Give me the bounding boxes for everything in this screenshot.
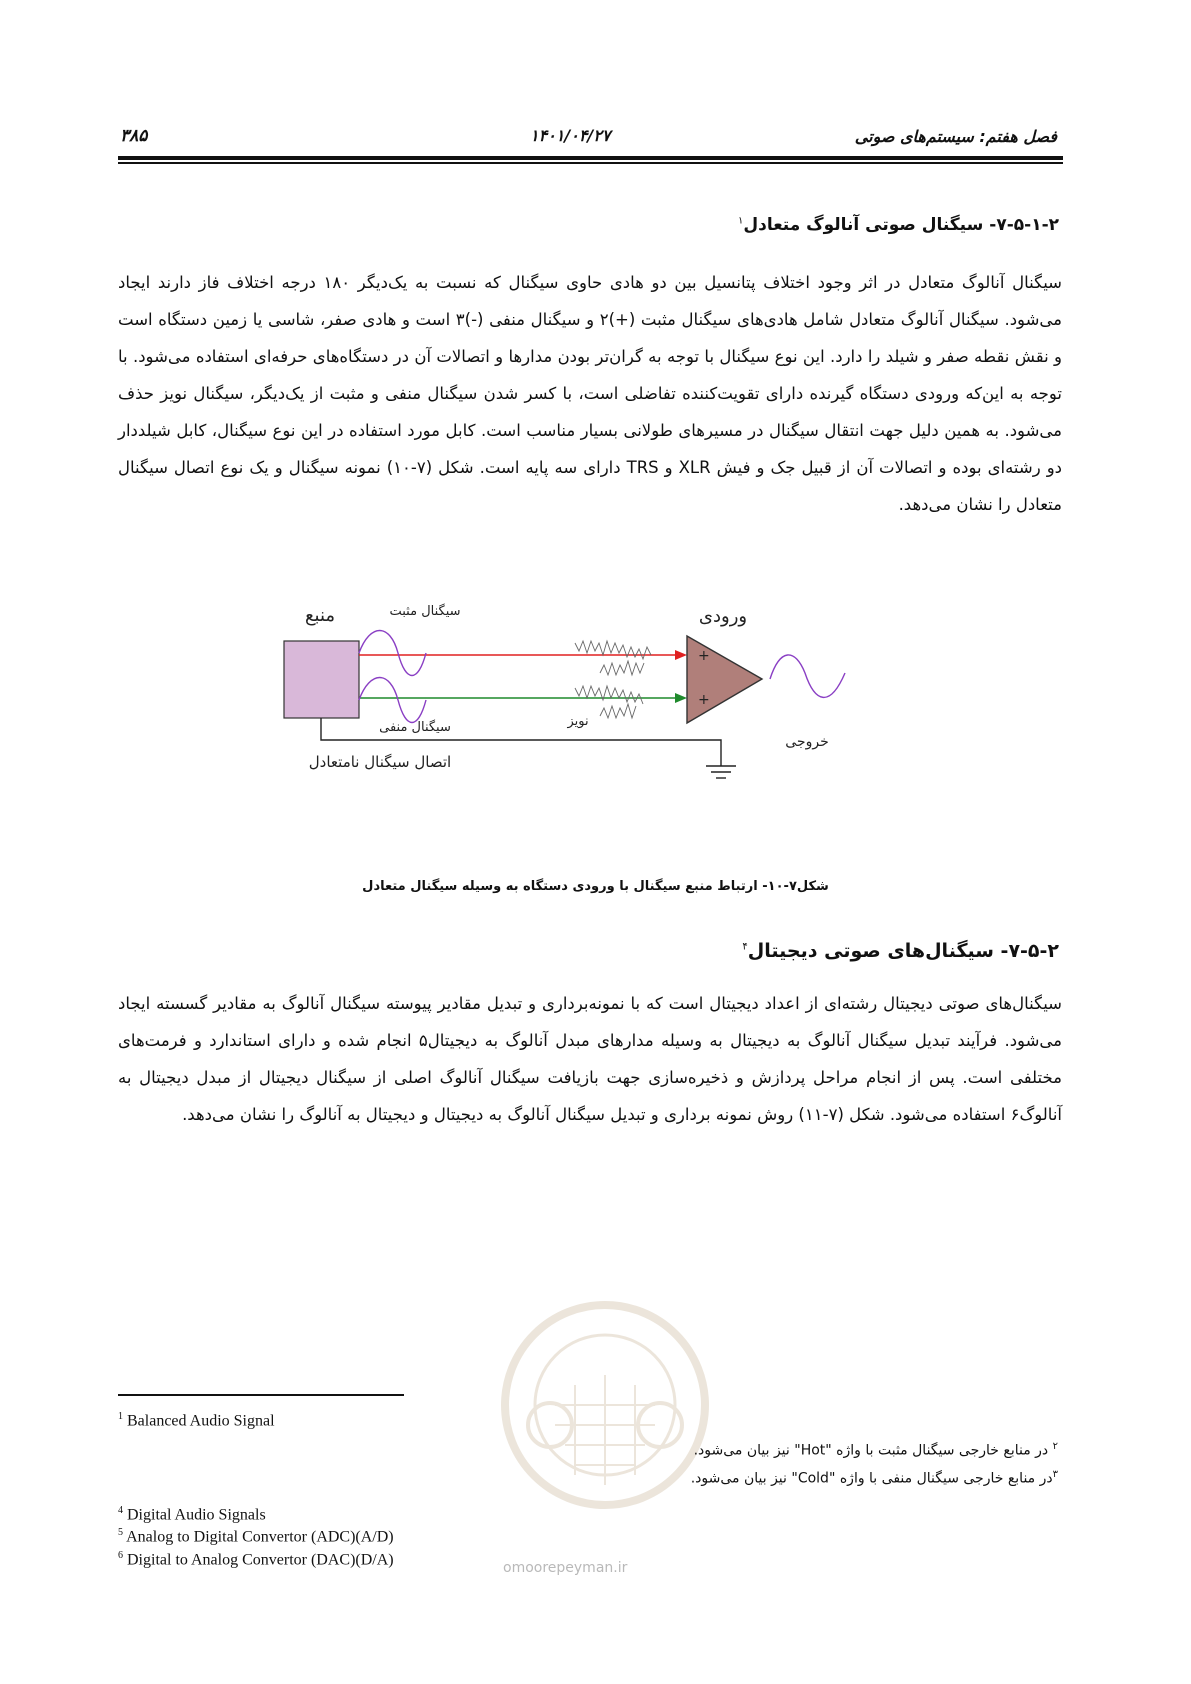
section-heading-balanced [738, 215, 1059, 235]
positive-wave [359, 631, 426, 676]
header-rule-thick [118, 156, 1063, 160]
figure-caption: شکل۷-۱۰- ارتباط منبع سیگنال با ورودی دستگاه به وسیله سیگنال متعادل [362, 879, 829, 894]
footnotes-english-group [118, 1502, 394, 1569]
footnote-number: 6 [118, 1549, 123, 1561]
noise-positive [575, 641, 651, 659]
header-rule-thin [118, 162, 1063, 164]
footnote-text: در منابع خارجی سیگنال مثبت با واژه "Hot" نیز بیان می‌شود. [693, 1442, 1049, 1459]
unbalanced-label: اتصال سیگنال نامتعادل [308, 753, 452, 771]
footnote-6 [118, 1547, 394, 1569]
positive-arrowhead [675, 650, 687, 660]
balanced-signal-diagram [270, 604, 930, 848]
noise-positive-lower [600, 661, 644, 675]
footnote-number: 4 [118, 1505, 123, 1516]
positive-label: سیگنال مثبت [389, 604, 461, 619]
noise-label: نویز [567, 714, 589, 729]
noise-negative [575, 686, 643, 704]
chapter-title: فصل هفتم: سیستم‌های صوتی [854, 127, 1057, 146]
input-label: ورودی [698, 606, 748, 627]
footnote-number: 5 [118, 1527, 123, 1539]
footnote-2 [694, 1441, 1058, 1459]
output-label: خروجی [785, 734, 829, 750]
footnote-text: Digital to Analog Convertor (DAC)(D/A) [127, 1550, 394, 1568]
footnote-number: ۲ [1052, 1441, 1058, 1452]
footnote-number: 1 [118, 1411, 123, 1422]
footnote-text: در منابع خارجی سیگنال منفی با واژه "Cold" نیز بیان می‌شود. [690, 1470, 1053, 1487]
footnote-4 [118, 1502, 394, 1524]
section-heading-text: ۷-۵-۲- سیگنال‌های صوتی دیجیتال [747, 940, 1059, 962]
header-date: ۱۴۰۱/۰۴/۲۷ [530, 126, 611, 145]
watermark-url: omoorepeyman.ir [503, 1560, 628, 1576]
negative-wave [359, 678, 426, 723]
source-box [284, 641, 359, 718]
source-label: منبع [304, 605, 336, 626]
watermark-logo [495, 1285, 715, 1585]
negative-arrowhead [675, 693, 687, 703]
paragraph-digital: سیگنال‌های صوتی دیجیتال رشته‌ای از اعداد دیجیتال است که با نمونه‌برداری و تبدیل مقادیر پیوسته سیگنال آنالوگ به مقادیر گسسته ایجاد می‌شود. فرآیند تبدیل سیگنال آنالوگ به دیجیتال به وسیله مدارهای مبدل آنالوگ به دیجیتال۵ انجام شده و دارای استاندارد و فرمت‌های مختلفی است. پس از انجام مراحل پردازش و ذخیره‌سازی جهت بازیافت سیگنال آنالوگ اصلی از سیگنال دیجیتال از مبدل دیجیتال به آنالوگ۶ استفاده می‌شود. شکل (۷-۱۱) روش نمونه برداری و تبدیل سیگنال آنالوگ به دیجیتال و دیجیتال به آنالوگ را نشان می‌دهد. [118, 994, 1062, 1124]
noise-negative-lower [600, 704, 636, 718]
footnote-text: Balanced Audio Signal [127, 1412, 275, 1430]
page-number: ۳۸۵ [120, 126, 148, 146]
footnote-3 [691, 1469, 1058, 1487]
footnote-number: ۳ [1052, 1469, 1058, 1480]
footnote-text: Analog to Digital Convertor (ADC)(A/D) [126, 1528, 394, 1546]
footnote-1 [118, 1411, 275, 1430]
footnote-text: Digital Audio Signals [127, 1506, 266, 1524]
negative-label: سیگنال منفی [379, 720, 451, 735]
footnote-ref: ۱ [737, 215, 744, 227]
footnote-rule [118, 1394, 404, 1396]
paragraph-balanced: سیگنال آنالوگ متعادل در اثر وجود اختلاف پتانسیل بین دو هادی حاوی سیگنال که نسبت به یک‌دیگر ۱۸۰ درجه اختلاف فاز دارند ایجاد می‌شود. سیگنال آنالوگ متعادل شامل هادی‌های سیگنال مثبت (+)۲ و سیگنال منفی (-)۳ است و هادی صفر، شاسی یا زمین دستگاه است و نقش نقطه صفر و شیلد را دارد. این نوع سیگنال با توجه به گران‌تر بودن مدارها و اتصالات آن در دستگاه‌های حرفه‌ای استفاده می‌شود. با توجه به این‌که ورودی دستگاه گیرنده دارای تقویت‌کننده تفاضلی است، با کسر شدن سیگنال منفی و مثبت از یک‌دیگر، سیگنال نویز حذف می‌شود. به همین دلیل جهت انتقال سیگنال در مسیرهای طولانی بسیار مناسب است. کابل مورد استفاده در این نوع سیگنال، کابل شیلددار دو رشته‌ای بوده و اتصالات آن از قبیل جک و فیش XLR و TRS دارای سه پایه است. شکل (۷-۱۰) نمونه سیگنال و یک نوع اتصال سیگنال متعادل را نشان می‌دهد. [118, 273, 1063, 514]
plus-sign-top: + [698, 648, 710, 664]
section-heading-digital [742, 940, 1059, 962]
output-wave [770, 655, 845, 697]
footnote-5 [118, 1524, 394, 1546]
footnote-ref: ۴ [742, 941, 748, 953]
plus-sign-bottom: + [698, 692, 710, 708]
section-heading-text: ۷-۵-۱-۲- سیگنال صوتی آنالوگ متعادل [743, 215, 1059, 235]
